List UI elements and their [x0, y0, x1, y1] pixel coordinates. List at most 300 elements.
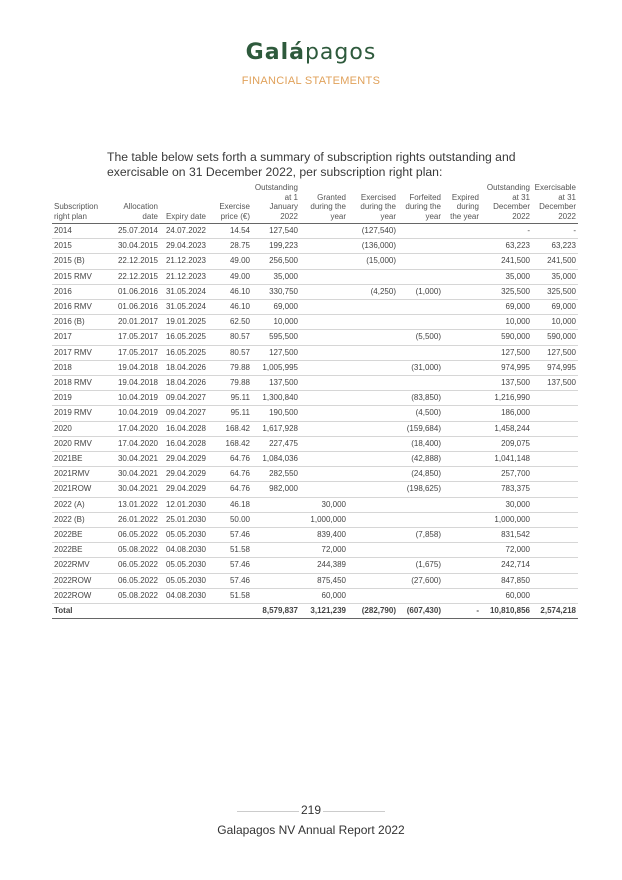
table-cell [398, 588, 443, 603]
table-cell [443, 421, 481, 436]
table-cell: 51.58 [208, 588, 252, 603]
table-cell: (15,000) [348, 254, 398, 269]
table-cell: 09.04.2027 [160, 406, 208, 421]
table-cell [348, 497, 398, 512]
table-cell [443, 315, 481, 330]
table-cell: 2017 RMV [52, 345, 107, 360]
report-title: Galapagos NV Annual Report 2022 [217, 823, 405, 837]
table-cell: Total [52, 604, 107, 619]
table-cell: 2021RMV [52, 467, 107, 482]
table-cell: 2,574,218 [532, 604, 578, 619]
table-cell: 190,500 [252, 406, 300, 421]
table-cell [300, 467, 348, 482]
table-cell: (7,858) [398, 528, 443, 543]
table-cell: 595,500 [252, 330, 300, 345]
table-cell: 127,500 [252, 345, 300, 360]
table-cell [300, 452, 348, 467]
table-cell [443, 406, 481, 421]
table-cell: 35,000 [481, 269, 532, 284]
table-cell [532, 588, 578, 603]
table-cell [300, 284, 348, 299]
col-header-forfeited: Forfeited during the year [398, 183, 443, 224]
table-cell [300, 482, 348, 497]
table-cell [532, 573, 578, 588]
table-cell: 974,995 [481, 360, 532, 375]
table-cell: 1,041,148 [481, 452, 532, 467]
table-cell [300, 254, 348, 269]
table-cell [252, 588, 300, 603]
table-cell: 60,000 [300, 588, 348, 603]
table-cell: 2022BE [52, 543, 107, 558]
table-cell: 16.04.2028 [160, 436, 208, 451]
table-cell: 19.04.2018 [107, 376, 160, 391]
table-cell [398, 345, 443, 360]
table-cell [252, 512, 300, 527]
table-cell [300, 239, 348, 254]
table-row [52, 421, 578, 436]
table-cell [398, 543, 443, 558]
table-cell: 282,550 [252, 467, 300, 482]
table-cell [443, 284, 481, 299]
table-cell: 2018 RMV [52, 376, 107, 391]
table-row [52, 558, 578, 573]
table-cell: 3,121,239 [300, 604, 348, 619]
table-cell: 19.01.2025 [160, 315, 208, 330]
table-row [52, 284, 578, 299]
table-cell: 30.04.2015 [107, 239, 160, 254]
table-cell: 31.05.2024 [160, 284, 208, 299]
table-cell: 137,500 [252, 376, 300, 391]
table-cell: (159,684) [398, 421, 443, 436]
table-cell: 1,000,000 [481, 512, 532, 527]
table-cell: 49.00 [208, 269, 252, 284]
table-cell: 29.04.2023 [160, 239, 208, 254]
table-cell: 974,995 [532, 360, 578, 375]
table-cell [348, 558, 398, 573]
table-cell [348, 391, 398, 406]
page-number: 219 [300, 803, 322, 817]
table-row [52, 224, 578, 239]
table-cell [348, 376, 398, 391]
table-cell [443, 436, 481, 451]
table-cell: 2015 (B) [52, 254, 107, 269]
table-cell [532, 467, 578, 482]
table-cell: 1,300,840 [252, 391, 300, 406]
table-cell [300, 406, 348, 421]
table-row [52, 528, 578, 543]
table-row [52, 588, 578, 603]
table-cell: 2020 RMV [52, 436, 107, 451]
table-cell: 95.11 [208, 406, 252, 421]
table-cell: 325,500 [532, 284, 578, 299]
table-cell: 01.06.2016 [107, 300, 160, 315]
table-cell: 2022BE [52, 528, 107, 543]
table-cell [398, 497, 443, 512]
col-header-granted: Granted during the year [300, 183, 348, 224]
table-cell: 168.42 [208, 436, 252, 451]
table-cell: 60,000 [481, 588, 532, 603]
table-cell: 875,450 [300, 573, 348, 588]
table-cell [252, 528, 300, 543]
table-cell: 168.42 [208, 421, 252, 436]
table-row [52, 391, 578, 406]
table-cell [532, 406, 578, 421]
table-cell: 63,223 [481, 239, 532, 254]
col-header-expiry: Expiry date [160, 183, 208, 224]
table-cell: 17.04.2020 [107, 421, 160, 436]
table-row [52, 573, 578, 588]
table-cell: 2016 RMV [52, 300, 107, 315]
table-cell [532, 482, 578, 497]
table-cell [532, 543, 578, 558]
table-cell: 05.08.2022 [107, 588, 160, 603]
table-cell: 18.04.2026 [160, 360, 208, 375]
table-cell: 17.05.2017 [107, 330, 160, 345]
table-row [52, 269, 578, 284]
table-cell [348, 543, 398, 558]
table-cell [300, 345, 348, 360]
table-row [52, 406, 578, 421]
table-cell [348, 482, 398, 497]
table-cell: 137,500 [481, 376, 532, 391]
table-cell [398, 254, 443, 269]
table-cell: 79.88 [208, 376, 252, 391]
table-cell [443, 269, 481, 284]
table-cell: 10,000 [252, 315, 300, 330]
table-cell: 64.76 [208, 482, 252, 497]
table-cell: 2015 RMV [52, 269, 107, 284]
table-cell [300, 300, 348, 315]
table-cell: 46.10 [208, 300, 252, 315]
table-cell: 1,000,000 [300, 512, 348, 527]
table-total-row [52, 604, 578, 619]
table-cell [300, 269, 348, 284]
table-cell [443, 528, 481, 543]
table-cell: 62.50 [208, 315, 252, 330]
table-cell [348, 269, 398, 284]
table-cell: 10.04.2019 [107, 406, 160, 421]
col-header-price: Exercise price (€) [208, 183, 252, 224]
table-cell [532, 497, 578, 512]
footer-rule-right [323, 811, 385, 812]
table-cell: 05.08.2022 [107, 543, 160, 558]
table-cell: 186,000 [481, 406, 532, 421]
table-cell: 57.46 [208, 528, 252, 543]
table-cell [208, 604, 252, 619]
table-cell [443, 482, 481, 497]
col-header-outstanding-start: Outstanding at 1 January 2022 [252, 183, 300, 224]
table-cell [300, 315, 348, 330]
table-cell [348, 588, 398, 603]
table-cell [398, 300, 443, 315]
table-cell [300, 391, 348, 406]
table-cell: 80.57 [208, 330, 252, 345]
table-cell: 847,850 [481, 573, 532, 588]
table-cell: 1,216,990 [481, 391, 532, 406]
table-cell [300, 376, 348, 391]
table-cell: 51.58 [208, 543, 252, 558]
table-cell: 05.05.2030 [160, 573, 208, 588]
table-cell: 29.04.2029 [160, 482, 208, 497]
table-cell: 2022ROW [52, 588, 107, 603]
table-cell: 2022 (B) [52, 512, 107, 527]
table-cell: (136,000) [348, 239, 398, 254]
table-body [52, 224, 578, 619]
table-cell: (1,000) [398, 284, 443, 299]
table-cell: 04.08.2030 [160, 543, 208, 558]
table-cell: 1,084,036 [252, 452, 300, 467]
col-header-plan: Subscription right plan [52, 183, 107, 224]
table-cell [300, 421, 348, 436]
table-row [52, 482, 578, 497]
table-cell: 21.12.2023 [160, 269, 208, 284]
table-cell [443, 360, 481, 375]
col-header-exercisable: Exercisable at 31 December 2022 [532, 183, 578, 224]
table-cell: 227,475 [252, 436, 300, 451]
table-cell [532, 421, 578, 436]
table-row [52, 436, 578, 451]
table-row [52, 376, 578, 391]
table-cell: 29.04.2029 [160, 467, 208, 482]
table-cell [398, 512, 443, 527]
table-cell: (1,675) [398, 558, 443, 573]
table-cell: 30.04.2021 [107, 452, 160, 467]
table-cell [348, 421, 398, 436]
table-cell [443, 345, 481, 360]
table-cell: - [443, 604, 481, 619]
table-cell: 64.76 [208, 452, 252, 467]
table-cell: 26.01.2022 [107, 512, 160, 527]
table-cell [398, 224, 443, 239]
table-cell: 982,000 [252, 482, 300, 497]
table-cell: 325,500 [481, 284, 532, 299]
col-header-expired: Expired during the year [443, 183, 481, 224]
table-cell: (31,000) [398, 360, 443, 375]
table-cell: (127,540) [348, 224, 398, 239]
table-cell: 127,500 [481, 345, 532, 360]
table-cell [443, 467, 481, 482]
table-cell [160, 604, 208, 619]
col-header-outstanding-end: Outstanding at 31 December 2022 [481, 183, 532, 224]
table-cell: 256,500 [252, 254, 300, 269]
table-cell [532, 436, 578, 451]
table-cell: 19.04.2018 [107, 360, 160, 375]
table-cell [532, 528, 578, 543]
table-cell [348, 512, 398, 527]
table-cell [443, 573, 481, 588]
table-cell: 241,500 [481, 254, 532, 269]
table-cell: 16.05.2025 [160, 330, 208, 345]
table-cell: 30.04.2021 [107, 467, 160, 482]
table-cell: (4,250) [348, 284, 398, 299]
table-cell [348, 467, 398, 482]
table-cell [348, 345, 398, 360]
table-cell: 199,223 [252, 239, 300, 254]
logo-text-bold: Galá [245, 40, 305, 65]
galapagos-logo [0, 40, 622, 65]
table-cell [348, 436, 398, 451]
table-cell [443, 376, 481, 391]
table-cell [252, 543, 300, 558]
table-cell [398, 239, 443, 254]
table-cell: 2016 [52, 284, 107, 299]
table-cell: 35,000 [532, 269, 578, 284]
table-cell [348, 330, 398, 345]
table-cell: 17.04.2020 [107, 436, 160, 451]
table-cell: 17.05.2017 [107, 345, 160, 360]
table-cell: 2019 [52, 391, 107, 406]
table-cell: 72,000 [481, 543, 532, 558]
table-cell [443, 512, 481, 527]
table-cell [348, 300, 398, 315]
table-cell: 57.46 [208, 558, 252, 573]
table-cell: 783,375 [481, 482, 532, 497]
table-cell: (282,790) [348, 604, 398, 619]
table-cell: (18,400) [398, 436, 443, 451]
table-cell [252, 558, 300, 573]
table-cell: 831,542 [481, 528, 532, 543]
table-cell [443, 224, 481, 239]
col-header-allocation: Allocation date [107, 183, 160, 224]
table-cell: 46.18 [208, 497, 252, 512]
table-cell [443, 497, 481, 512]
table-cell: 257,700 [481, 467, 532, 482]
table-cell: 127,500 [532, 345, 578, 360]
table-row [52, 512, 578, 527]
table-cell: (198,625) [398, 482, 443, 497]
table-cell: (27,600) [398, 573, 443, 588]
table-cell: 05.05.2030 [160, 558, 208, 573]
col-header-exercised: Exercised during the year [348, 183, 398, 224]
table-cell: 839,400 [300, 528, 348, 543]
table-row [52, 315, 578, 330]
table-cell: 242,714 [481, 558, 532, 573]
table-cell: 01.06.2016 [107, 284, 160, 299]
table-cell: 2014 [52, 224, 107, 239]
table-cell: 24.07.2022 [160, 224, 208, 239]
table-row [52, 300, 578, 315]
table-cell: 57.46 [208, 573, 252, 588]
table-cell: (83,850) [398, 391, 443, 406]
table-cell: - [532, 224, 578, 239]
table-cell: 1,458,244 [481, 421, 532, 436]
table-cell [348, 315, 398, 330]
table-cell [348, 452, 398, 467]
table-cell [532, 558, 578, 573]
table-cell: 49.00 [208, 254, 252, 269]
table-cell: 2021BE [52, 452, 107, 467]
table-cell: 22.12.2015 [107, 269, 160, 284]
table-cell [300, 224, 348, 239]
table-cell [398, 376, 443, 391]
table-cell: 18.04.2026 [160, 376, 208, 391]
table-cell: 13.01.2022 [107, 497, 160, 512]
table-cell: 2022ROW [52, 573, 107, 588]
table-cell [348, 528, 398, 543]
table-cell: 127,540 [252, 224, 300, 239]
table-cell: 1,005,995 [252, 360, 300, 375]
table-row [52, 452, 578, 467]
table-cell: 46.10 [208, 284, 252, 299]
table-cell [252, 573, 300, 588]
table-cell [443, 330, 481, 345]
table-cell: 590,000 [481, 330, 532, 345]
table-cell [300, 330, 348, 345]
table-cell [300, 436, 348, 451]
table-cell: 30.04.2021 [107, 482, 160, 497]
table-cell: 31.05.2024 [160, 300, 208, 315]
table-cell [443, 391, 481, 406]
table-cell: 69,000 [532, 300, 578, 315]
table-cell: 30,000 [300, 497, 348, 512]
table-cell [532, 391, 578, 406]
table-cell [443, 543, 481, 558]
table-cell: 10.04.2019 [107, 391, 160, 406]
table-cell [443, 254, 481, 269]
table-cell: 05.05.2030 [160, 528, 208, 543]
table-cell [443, 452, 481, 467]
table-cell: 2022RMV [52, 558, 107, 573]
table-cell [532, 452, 578, 467]
table-cell: 06.05.2022 [107, 573, 160, 588]
table-cell: 10,000 [481, 315, 532, 330]
table-cell: 1,617,928 [252, 421, 300, 436]
table-row [52, 467, 578, 482]
table-cell: 10,000 [532, 315, 578, 330]
logo-text: pagos [304, 40, 377, 65]
table-cell: (42,888) [398, 452, 443, 467]
table-cell [443, 300, 481, 315]
table-row [52, 497, 578, 512]
table-cell: 2021ROW [52, 482, 107, 497]
table-cell: 590,000 [532, 330, 578, 345]
table-cell: (607,430) [398, 604, 443, 619]
table-cell [443, 239, 481, 254]
table-cell: 06.05.2022 [107, 558, 160, 573]
intro-paragraph: The table below sets forth a summary of subscription rights outstanding and exercisable on 31 December 2022, per subscription right plan: [107, 150, 516, 179]
table-cell: 72,000 [300, 543, 348, 558]
table-cell: 22.12.2015 [107, 254, 160, 269]
table-row [52, 360, 578, 375]
table-cell: 2019 RMV [52, 406, 107, 421]
table-cell: 04.08.2030 [160, 588, 208, 603]
table-cell [398, 315, 443, 330]
table-cell: 25.07.2014 [107, 224, 160, 239]
table-cell: (5,500) [398, 330, 443, 345]
table-cell: 2020 [52, 421, 107, 436]
table-cell: 12.01.2030 [160, 497, 208, 512]
subscription-rights-table [52, 183, 578, 619]
table-cell: 69,000 [252, 300, 300, 315]
table-cell: 8,579,837 [252, 604, 300, 619]
table-cell [532, 512, 578, 527]
table-row [52, 254, 578, 269]
table-cell: 50.00 [208, 512, 252, 527]
table-cell: 30,000 [481, 497, 532, 512]
table-cell [348, 573, 398, 588]
table-cell [300, 360, 348, 375]
table-cell [348, 406, 398, 421]
table-cell [398, 269, 443, 284]
table-row [52, 330, 578, 345]
table-cell: 330,750 [252, 284, 300, 299]
table-cell: 21.12.2023 [160, 254, 208, 269]
table-cell [443, 588, 481, 603]
table-cell: 14.54 [208, 224, 252, 239]
table-header-row [52, 183, 578, 224]
table-cell: 16.05.2025 [160, 345, 208, 360]
table-cell: 2016 (B) [52, 315, 107, 330]
